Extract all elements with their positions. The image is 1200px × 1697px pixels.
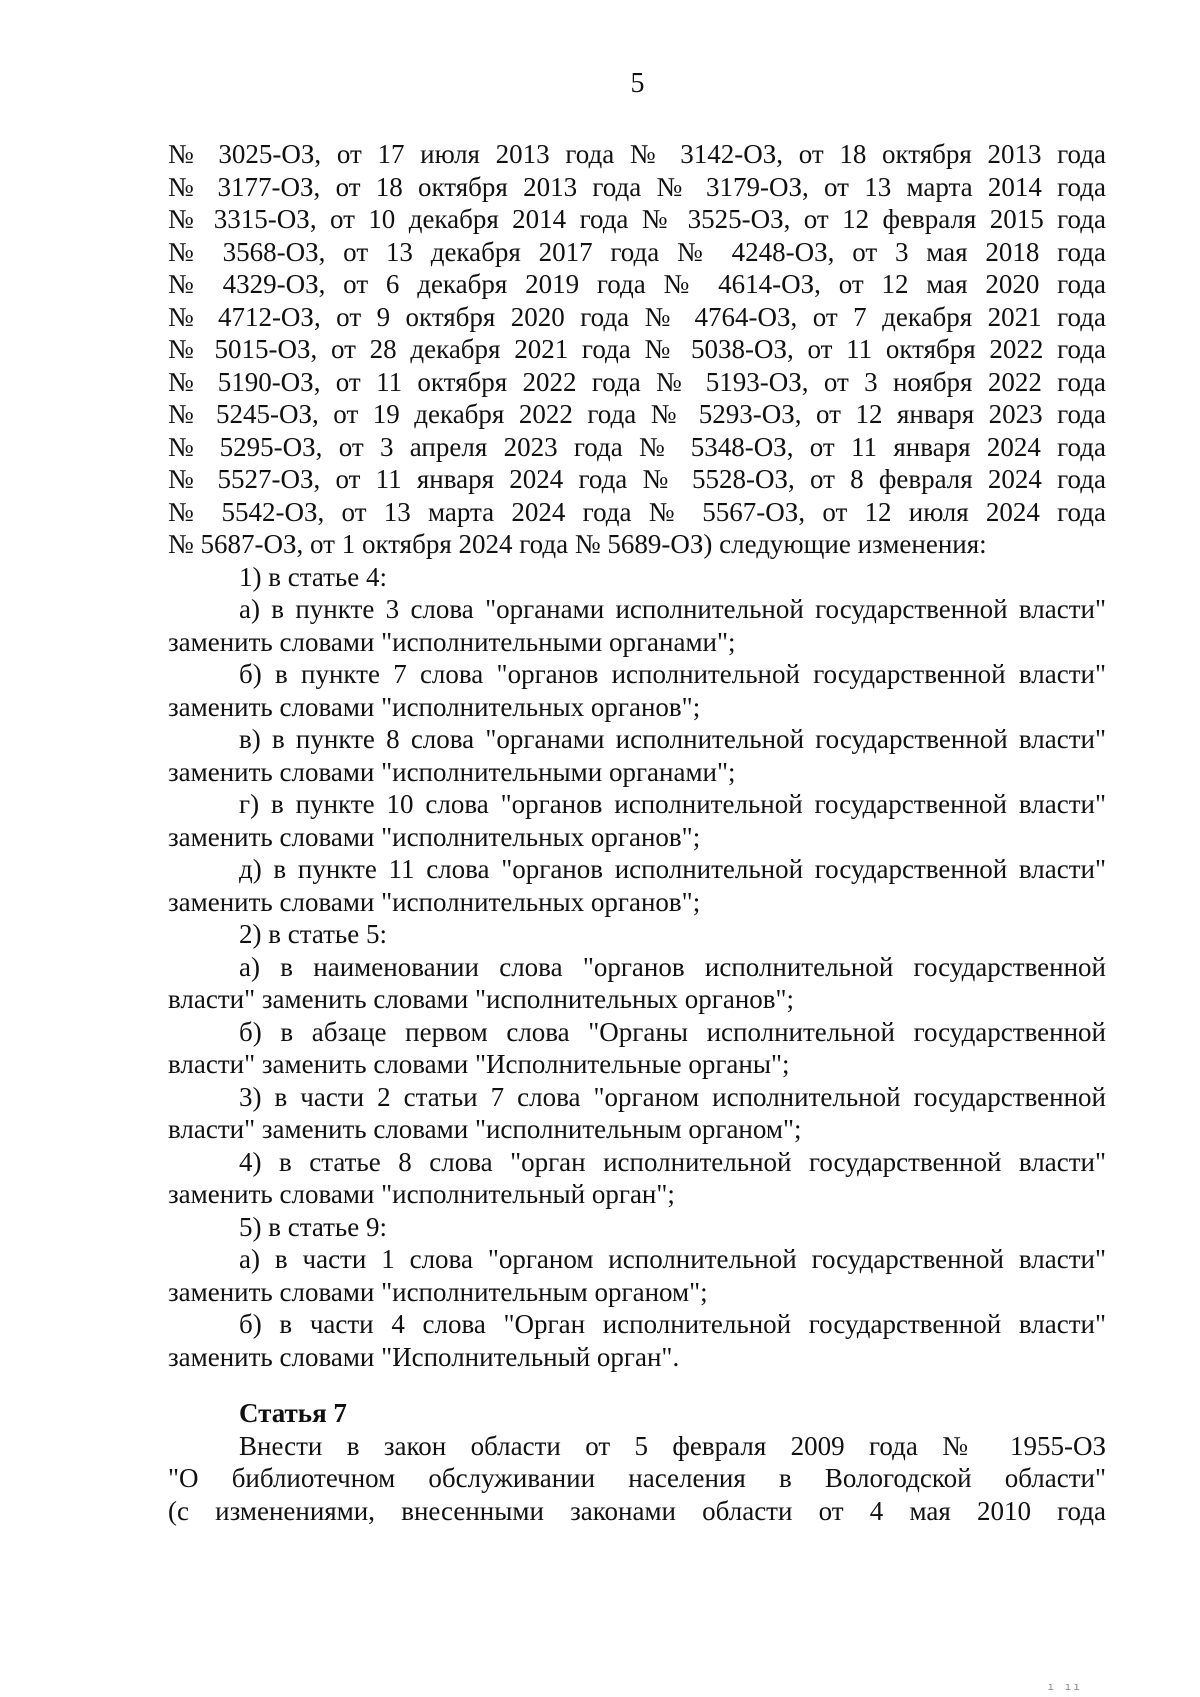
text-line: заменить словами "исполнительными органами"; (168, 626, 736, 657)
amendment-item (168, 723, 1106, 788)
text-line: г) в пункте 10 слова "органов исполнительной государственной власти" (239, 789, 1106, 819)
text-line: б) в части 4 слова "Орган исполнительной государственной власти" (239, 1309, 1106, 1339)
amendment-item (168, 1308, 1106, 1373)
text-line: № 3568-ОЗ, от 13 декабря 2017 года № 4248-ОЗ, от 3 мая 2018 года (168, 236, 1106, 267)
amendment-item (168, 951, 1106, 1016)
text-line: Внести в закон области от 5 февраля 2009 года № 1955-ОЗ (239, 1430, 1106, 1461)
text-line: № 5245-ОЗ, от 19 декабря 2022 года № 5293-ОЗ, от 12 января 2023 года (168, 399, 1106, 429)
text-line: № 3025-ОЗ, от 17 июля 2013 года № 3142-ОЗ, от 18 октября 2013 года (168, 139, 1106, 169)
amendment-item (168, 918, 1106, 951)
text-line: 4) в статье 8 слова "орган исполнительной государственной власти" (239, 1146, 1106, 1177)
amendment-items (168, 561, 1106, 1374)
page-number: 5 (630, 68, 645, 99)
text-line: № 5295-ОЗ, от 3 апреля 2023 года № 5348-ОЗ, от 11 января 2024 года (168, 431, 1106, 462)
text-line: "О библиотечном обслуживании населения в Вологодской области" (168, 1463, 1106, 1493)
text-line: 1) в статье 4: (239, 561, 387, 592)
text-line: в) в пункте 8 слова "органами исполнительной государственной власти" (239, 724, 1106, 754)
text-line: заменить словами "Исполнительный орган". (168, 1341, 680, 1372)
text-line: власти" заменить словами "исполнительных органов"; (168, 984, 795, 1014)
text-line: (с изменениями, внесенными законами области от 4 мая 2010 года (168, 1495, 1106, 1526)
text-line: № 5190-ОЗ, от 11 октября 2022 года № 5193-ОЗ, от 3 ноября 2022 года (168, 366, 1106, 397)
text-line: заменить словами "исполнительных органов"; (168, 821, 701, 852)
text-line: № 3177-ОЗ, от 18 октября 2013 года № 3179-ОЗ, от 13 марта 2014 года (168, 171, 1106, 202)
document-body (168, 138, 1106, 1527)
amendment-item (168, 1081, 1106, 1146)
amendment-list-continuation (168, 138, 1106, 561)
text-line: б) в пункте 7 слова "органов исполнительной государственной власти" (239, 659, 1106, 689)
text-line: заменить словами "исполнительных органов"; (168, 886, 701, 917)
scan-mark: ı ıı (1047, 1680, 1082, 1693)
text-line: 3) в части 2 статьи 7 слова "органом исполнительной государственной (239, 1081, 1106, 1112)
article-paragraph (168, 1430, 1106, 1528)
amendment-item (168, 853, 1106, 918)
text-line: заменить словами "исполнительный орган"; (168, 1179, 675, 1209)
text-line: заменить словами "исполнительными органами"; (168, 756, 736, 787)
article-heading: Статья 7 (239, 1398, 347, 1428)
text-line: а) в части 1 слова "органом исполнительной государственной власти" (239, 1244, 1106, 1274)
amendment-item (168, 788, 1106, 853)
amendment-item (168, 1146, 1106, 1211)
text-line: № 5687-ОЗ, от 1 октября 2024 года № 5689-ОЗ) следующие изменения: (168, 529, 987, 559)
text-line: № 3315-ОЗ, от 10 декабря 2014 года № 3525-ОЗ, от 12 февраля 2015 года (168, 204, 1106, 234)
text-line: № 4329-ОЗ, от 6 декабря 2019 года № 4614-ОЗ, от 12 мая 2020 года (168, 269, 1106, 299)
text-line: 5) в статье 9: (239, 1211, 387, 1242)
amendment-item (168, 1016, 1106, 1081)
text-line: заменить словами "исполнительным органом"; (168, 1276, 708, 1307)
text-line: № 5527-ОЗ, от 11 января 2024 года № 5528-ОЗ, от 8 февраля 2024 года (168, 464, 1106, 494)
amendment-item (168, 1243, 1106, 1308)
text-line: а) в пункте 3 слова "органами исполнительной государственной власти" (239, 594, 1106, 624)
text-line: власти" заменить словами "Исполнительные органы"; (168, 1049, 790, 1079)
text-line: № 4712-ОЗ, от 9 октября 2020 года № 4764-ОЗ, от 7 декабря 2021 года (168, 301, 1106, 332)
text-line: заменить словами "исполнительных органов"; (168, 691, 701, 722)
amendment-item (168, 1211, 1106, 1244)
article-text (168, 1430, 1106, 1528)
text-line: 2) в статье 5: (239, 919, 387, 949)
text-line: № 5542-ОЗ, от 13 марта 2024 года № 5567-ОЗ, от 12 июля 2024 года (168, 496, 1106, 527)
text-line: № 5015-ОЗ, от 28 декабря 2021 года № 5038-ОЗ, от 11 октября 2022 года (168, 334, 1106, 364)
text-line: д) в пункте 11 слова "органов исполнительной государственной власти" (239, 854, 1106, 884)
amendment-item (168, 561, 1106, 594)
amendment-item (168, 658, 1106, 723)
text-line: а) в наименовании слова "органов исполнительной государственной (239, 951, 1106, 982)
text-line: б) в абзаце первом слова "Органы исполнительной государственной (239, 1016, 1106, 1047)
amendment-item (168, 593, 1106, 658)
text-line: власти" заменить словами "исполнительным органом"; (168, 1114, 802, 1144)
